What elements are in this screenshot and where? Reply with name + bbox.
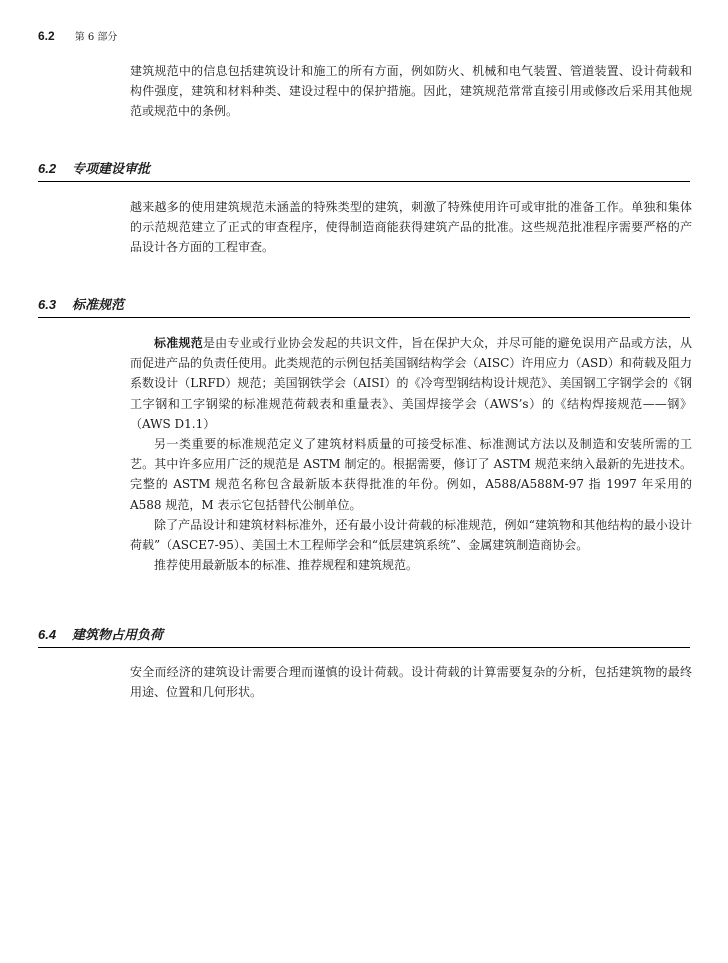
body-paragraph — [130, 333, 692, 434]
body-paragraph: 安全而经济的建筑设计需要合理而谨慎的设计荷载。设计荷载的计算需要复杂的分析，包括建筑物的最终用途、位置和几何形状。 — [130, 665, 692, 700]
section-6-2-body — [130, 197, 692, 258]
running-header — [38, 28, 117, 43]
section-title: 标准规范 — [72, 297, 125, 312]
body-paragraph: 除了产品设计和建筑材料标准外，还有最小设计荷载的标准规范，例如“建筑物和其他结构的最小设计荷载”（ASCE7-95）、美国土木工程师学会和“低层建筑系统”、金属建筑制造商协会。 — [130, 517, 692, 553]
body-paragraph: 越来越多的使用建筑规范未涵盖的特殊类型的建筑，刺激了特殊使用许可或审批的准备工作。单独和集体的示范规范建立了正式的审查程序，使得制造商能获得建筑产品的批准。这些规范批准程序需要严格的产品设计各方面的工程审查。 — [130, 200, 692, 255]
header-part-label: 第 6 部分 — [74, 32, 118, 43]
section-heading-6-2 — [38, 159, 690, 182]
section-number: 6.3 — [38, 297, 57, 312]
intro-paragraph: 建筑规范中的信息包括建筑设计和施工的所有方面，例如防火、机械和电气装置、管道装置、设计荷载和构件强度，建筑和材料种类、建设过程中的保护措施。因此，建筑规范常常直接引用或修改后采用其他规范或规范中的条例。 — [130, 64, 692, 119]
section-number: 6.2 — [38, 161, 57, 176]
section-heading-6-3 — [38, 295, 690, 318]
intro-paragraph-block — [130, 61, 692, 122]
section-6-4-body — [130, 662, 692, 702]
section-6-3-body — [130, 333, 692, 575]
header-section-number: 6.2 — [38, 29, 55, 43]
body-paragraph-text: 是由专业或行业协会发起的共识文件，旨在保护大众，并尽可能的避免误用产品或方法，从而促进产品的负责任使用。此类规范的示例包括美国钢结构学会（AISC）许用应力（ASD）和荷载及阻力系数设计（LRFD）规范；美国钢铁学会（AISI）的《冷弯型钢结构设计规范》、美国钢工字钢学会的《钢工字钢和工字钢梁的标准规范荷载表和重量表》、美国焊接学会（AWS’s）的《结构焊接规范——钢》（AWS D1.1） — [130, 336, 692, 431]
section-number: 6.4 — [38, 627, 57, 642]
body-paragraph: 推荐使用最新版本的标准、推荐规程和建筑规范。 — [154, 558, 419, 573]
section-title: 专项建设审批 — [72, 161, 151, 176]
lead-term: 标准规范 — [154, 336, 203, 350]
section-heading-6-4 — [38, 625, 690, 648]
section-title: 建筑物占用负荷 — [72, 627, 164, 642]
body-paragraph: 另一类重要的标准规范定义了建筑材料质量的可接受标准、标准测试方法以及制造和安装所需的工艺。其中许多应用广泛的规范是 ASTM 制定的。根据需要，修订了 ASTM 规范来纳入最新的先进技术。完整的 ASTM 规范名称包含最新版本获得批准的年份。例如，A588/A588M-97 指 1997 年采用的 A588 规范，M 表示它包括替代公制单位。 — [130, 437, 692, 512]
